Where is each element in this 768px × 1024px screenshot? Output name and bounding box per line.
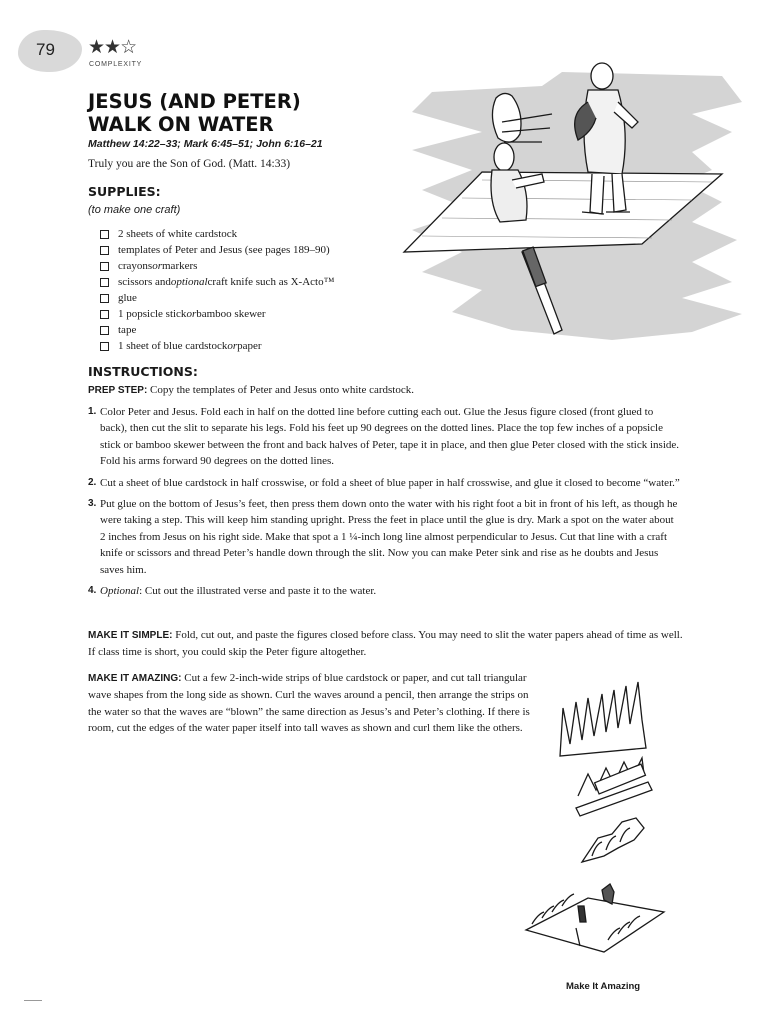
make-it-simple-label: MAKE IT SIMPLE:	[88, 630, 173, 641]
step-number: 2.	[88, 476, 97, 488]
wave-steps-illustration	[518, 678, 668, 973]
make-it-amazing	[88, 670, 536, 737]
supply-text-post: paper	[237, 340, 262, 352]
supply-text-pre: crayons	[118, 260, 153, 272]
make-it-amazing-label: MAKE IT AMAZING:	[88, 673, 182, 684]
supply-text-pre: 1 popsicle stick	[118, 308, 187, 320]
supply-text-em: or	[186, 308, 197, 320]
step-text: Color Peter and Jesus. Fold each in half on the dotted line before cutting each out. Glue the Jesus figure closed (front glued to back), then cut the slit to separate his legs. Fold his feet up 90 degrees on the dotted lines. Place the top few inches of a popsicle stick or bamboo skewer between the front and back halves of Peter, tape it in place, and then glue Peter closed with the stick inside. Fold his arms forward 90 degrees on the dotted lines.	[100, 406, 680, 468]
complexity-label: COMPLEXITY	[89, 61, 143, 68]
supply-text-post: markers	[162, 260, 198, 272]
make-it-amazing-text: Cut a few 2-inch-wide strips of blue cardstock or paper, and cut tall triangular wave shapes from the long side as shown. Curl the waves around a pencil, then arrange the strips on the water so that the waves are “blown” the same direction as Jesus’s and Peter’s clothing. If there is room, cut the edges of the water paper itself into tall waves as shown and curl them like the others.	[88, 672, 530, 735]
supply-text-post: craft knife such as X-Acto™	[207, 276, 335, 288]
instruction-step	[88, 583, 680, 599]
scripture-references: Matthew 14:22–33; Mark 6:45–51; John 6:16–21	[88, 138, 323, 150]
supply-text-em: or	[227, 340, 238, 352]
supply-text-pre: 1 sheet of blue cardstock	[118, 340, 228, 352]
make-it-simple-text: Fold, cut out, and paste the figures closed before class. You may need to slit the water papers ahead of time as well. If class time is short, you could skip the Peter figure altogether.	[88, 629, 683, 659]
supply-item	[100, 290, 334, 306]
supply-item	[100, 338, 334, 354]
finished-scene	[526, 884, 664, 952]
step-text: Cut a sheet of blue cardstock in half crosswise, or fold a sheet of blue paper in half crosswise, and glue it closed to become “water.”	[100, 476, 680, 489]
checkbox-icon	[100, 310, 109, 319]
supply-item	[100, 258, 334, 274]
supply-text: glue	[118, 292, 137, 304]
step-number: 1.	[88, 406, 97, 417]
title-line-1: JESUS (AND PETER)	[88, 90, 301, 113]
step-text: : Cut out the illustrated verse and paste it to the water.	[139, 585, 377, 598]
checkbox-icon	[100, 262, 109, 271]
supplies-heading: SUPPLIES:	[88, 184, 161, 199]
supply-text: templates of Peter and Jesus (see pages 189–90)	[118, 244, 330, 256]
supply-text-post: bamboo skewer	[196, 308, 266, 320]
page-title	[88, 90, 301, 136]
supply-text: 2 sheets of white cardstock	[118, 228, 238, 240]
supply-text-em: or	[152, 260, 162, 272]
supply-item	[100, 226, 334, 242]
instruction-step	[88, 404, 680, 470]
supplies-subheading: (to make one craft)	[88, 204, 181, 216]
checkbox-icon	[100, 342, 109, 351]
supply-text-pre: scissors and	[118, 276, 171, 288]
make-it-simple	[88, 627, 688, 661]
supply-item	[100, 306, 334, 322]
supply-item	[100, 274, 334, 290]
footer-divider	[24, 1000, 42, 1001]
instruction-step	[88, 475, 680, 491]
supply-item	[100, 242, 334, 258]
craft-illustration	[392, 62, 754, 352]
step-text-em: Optional	[100, 585, 140, 598]
prep-step-text: Copy the templates of Peter and Jesus onto white cardstock.	[147, 384, 414, 396]
supply-text-em: optional	[170, 276, 208, 288]
page-number: 79	[36, 40, 55, 59]
wave-strip-curled	[582, 818, 644, 862]
prep-step-label: PREP STEP:	[88, 385, 148, 396]
instructions-heading: INSTRUCTIONS:	[88, 364, 198, 379]
checkbox-icon	[100, 246, 109, 255]
memory-verse: Truly you are the Son of God. (Matt. 14:33)	[88, 158, 291, 170]
wave-strip-cut	[560, 682, 646, 756]
title-line-2: WALK ON WATER	[88, 113, 274, 136]
checkbox-icon	[100, 326, 109, 335]
prep-step	[88, 384, 678, 396]
checkbox-icon	[100, 230, 109, 239]
instruction-step	[88, 496, 680, 578]
checkbox-icon	[100, 278, 109, 287]
complexity-stars: ★★☆	[88, 36, 137, 58]
supply-item	[100, 322, 334, 338]
checkbox-icon	[100, 294, 109, 303]
step-number: 3.	[88, 498, 97, 510]
step-number: 4.	[88, 585, 97, 597]
wave-strip-pencil	[576, 758, 652, 816]
step-text: Put glue on the bottom of Jesus’s feet, then press them down onto the water with his right foot a bit in front of his left, as though he were taking a step. This will keep him standing upright. Press the feet in place until the glue is dry. Mark a spot on the water about 2 inches from Jesus on his right side. Make that spot a 1 ¼-inch long line almost perpendicular to Jesus. Cut that line with a craft knife or scissors and thread Peter’s handle down through the slit. Now you can make Peter sink and rise as he doubts and Jesus saves him.	[100, 498, 678, 576]
supply-list	[100, 226, 334, 354]
supply-text: tape	[118, 324, 137, 336]
instruction-steps	[88, 404, 680, 604]
illustration-caption: Make It Amazing	[566, 981, 641, 992]
